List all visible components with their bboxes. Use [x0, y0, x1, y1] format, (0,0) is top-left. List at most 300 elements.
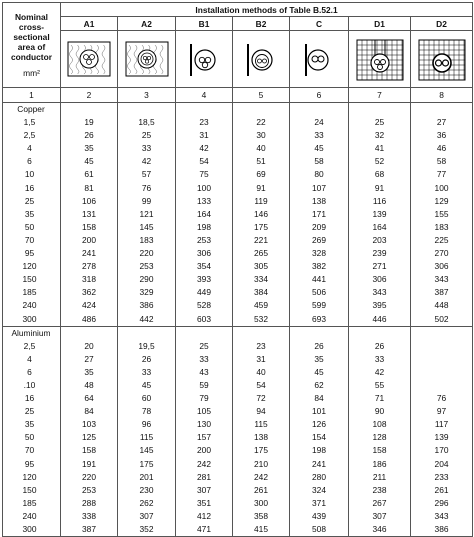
ampacity-value: 116 — [372, 195, 387, 206]
conductor-size: 25 — [24, 406, 35, 417]
ampacity-value: 253 — [139, 261, 154, 272]
ampacity-value: 25 — [141, 130, 152, 141]
duct-in-ground-icon — [349, 36, 410, 82]
ampacity-value: 164 — [372, 221, 387, 232]
ampacity-value: 23 — [199, 117, 209, 128]
label-spacer — [118, 327, 175, 340]
ampacity-value: 271 — [372, 261, 387, 272]
ampacity-value: 42 — [374, 366, 385, 377]
ampacity-value: 446 — [372, 313, 387, 324]
ampacity-value: 371 — [312, 497, 326, 508]
ampacity-value: 80 — [314, 169, 324, 180]
ampacity-value: 96 — [141, 419, 152, 430]
ampacity-value: 22 — [256, 117, 266, 128]
ampacity-value: 94 — [256, 406, 266, 417]
ampacity-value: 138 — [312, 195, 326, 206]
ampacity-value: 20 — [84, 340, 94, 351]
ampacity-value: 204 — [434, 458, 449, 469]
conductor-size: 35 — [24, 208, 35, 219]
label-spacer — [233, 103, 289, 116]
icon-cell-d1 — [349, 31, 411, 88]
ampacity-value: 32 — [374, 130, 385, 141]
label-spacer — [411, 103, 472, 116]
ampacity-value: 23 — [256, 340, 266, 351]
conductor-size: 2,5 — [23, 130, 36, 141]
ampacity-value: 133 — [197, 195, 211, 206]
ampacity-value: 115 — [139, 432, 154, 443]
ampacity-value: 175 — [254, 221, 268, 232]
ampacity-value: 54 — [256, 379, 266, 390]
conductor-size: 120 — [22, 471, 37, 482]
conductor-size: .10 — [23, 379, 36, 390]
conductor-size: 6 — [27, 366, 32, 377]
ampacity-value: 26 — [141, 353, 152, 364]
ampacity-value: 45 — [314, 143, 324, 154]
ampacity-value: 64 — [84, 393, 94, 404]
ampacity-value: 307 — [372, 510, 387, 521]
method-header-d2: D2 — [411, 17, 473, 31]
conductor-size: 16 — [24, 182, 35, 193]
ampacity-value: 115 — [254, 419, 268, 430]
size-header-line: cross- — [18, 22, 45, 32]
ampacity-value: 415 — [254, 524, 268, 534]
icon-cell-b2 — [233, 31, 290, 88]
ampacity-value: 269 — [312, 234, 326, 245]
ampacity-value: 59 — [199, 379, 209, 390]
ampacity-value: 51 — [256, 156, 266, 167]
conductor-size: 50 — [24, 221, 35, 232]
ampacity-value: 225 — [434, 234, 449, 245]
aluminium-column-b2 — [233, 326, 290, 537]
ampacity-value — [411, 379, 472, 392]
label-spacer — [176, 103, 232, 116]
ampacity-value: 459 — [254, 300, 268, 311]
copper-column-d1 — [349, 103, 411, 327]
ampacity-value: 307 — [197, 484, 211, 495]
ampacity-value: 26 — [374, 340, 385, 351]
ampacity-value: 55 — [374, 379, 385, 390]
ampacity-value: 318 — [82, 274, 96, 285]
ampacity-value: 131 — [82, 208, 96, 219]
aluminium-column-d2 — [411, 326, 473, 537]
ampacity-value: 211 — [372, 471, 387, 482]
ampacity-value: 183 — [434, 221, 449, 232]
copper-size-cell — [3, 103, 61, 327]
ampacity-value: 130 — [197, 419, 211, 430]
ampacity-value: 40 — [256, 366, 266, 377]
icon-cell-a2 — [118, 31, 176, 88]
ampacity-value: 281 — [197, 471, 211, 482]
ampacity-value: 270 — [434, 248, 449, 259]
conduit-in-insulated-wall-icon — [61, 36, 117, 82]
label-spacer — [118, 103, 175, 116]
unit-label: mm² — [23, 68, 40, 78]
ampacity-value: 278 — [82, 261, 96, 272]
conduit-on-wall-icon — [176, 36, 232, 82]
icon-cell-a1 — [61, 31, 118, 88]
conductor-size: 16 — [24, 393, 35, 404]
ampacity-value: 346 — [372, 524, 387, 534]
ampacity-value: 45 — [84, 156, 94, 167]
ampacity-value: 48 — [84, 379, 94, 390]
ampacity-value: 603 — [197, 313, 211, 324]
ampacity-value: 71 — [374, 393, 385, 404]
ampacity-value: 45 — [314, 366, 324, 377]
ampacity-value: 154 — [312, 432, 326, 443]
ampacity-value: 103 — [82, 419, 96, 430]
ampacity-value: 26 — [314, 340, 324, 351]
ampacity-value: 121 — [139, 208, 154, 219]
aluminium-column-a2 — [118, 326, 176, 537]
ampacity-value: 158 — [82, 221, 96, 232]
ampacity-value: 200 — [82, 234, 96, 245]
ampacity-value: 170 — [434, 445, 449, 456]
ampacity-value: 328 — [312, 248, 326, 259]
conductor-size: 6 — [27, 156, 32, 167]
ampacity-value: 334 — [254, 274, 268, 285]
ampacity-value: 351 — [197, 497, 211, 508]
ampacity-value: 198 — [197, 221, 211, 232]
ampacity-value: 412 — [197, 510, 211, 521]
ampacity-value: 58 — [436, 156, 447, 167]
conductor-size: 240 — [22, 510, 37, 521]
conductor-size: 300 — [22, 313, 37, 324]
ampacity-value: 343 — [372, 287, 387, 298]
ampacity-value: 220 — [139, 248, 154, 259]
label-spacer — [290, 103, 348, 116]
conductor-size: 35 — [24, 419, 35, 430]
conductor-size: 150 — [22, 484, 37, 495]
ampacity-value: 58 — [314, 156, 324, 167]
ampacity-value: 386 — [434, 524, 449, 534]
ampacity-value: 33 — [141, 143, 152, 154]
column-number: 6 — [290, 88, 349, 103]
icon-cell-d2 — [411, 31, 473, 88]
ampacity-value: 42 — [199, 143, 209, 154]
ampacity-value: 145 — [139, 445, 154, 456]
ampacity-value: 35 — [314, 353, 324, 364]
ampacity-value: 528 — [197, 300, 211, 311]
ampacity-value: 106 — [82, 195, 96, 206]
ampacity-value: 261 — [254, 484, 268, 495]
ampacity-value — [411, 366, 472, 379]
ampacity-value: 76 — [141, 182, 152, 193]
icon-cell-c — [290, 31, 349, 88]
ampacity-value: 486 — [82, 313, 96, 324]
ampacity-value: 60 — [141, 393, 152, 404]
ampacity-value: 186 — [372, 458, 387, 469]
ampacity-value: 125 — [82, 432, 96, 443]
conductor-size: 150 — [22, 274, 37, 285]
copper-label: Copper — [17, 104, 45, 114]
ampacity-value: 171 — [312, 208, 326, 219]
conductor-size: 185 — [22, 287, 37, 298]
ampacity-value: 18,5 — [138, 117, 155, 128]
ampacity-value: 54 — [199, 156, 209, 167]
conductor-size: 95 — [24, 458, 35, 469]
label-spacer — [176, 327, 232, 340]
ampacity-value: 203 — [372, 234, 387, 245]
ampacity-value: 26 — [84, 130, 94, 141]
copper-column-a2 — [118, 103, 176, 327]
method-header-b2: B2 — [233, 17, 290, 31]
ampacity-value — [411, 353, 472, 366]
ampacity-value: 307 — [139, 510, 154, 521]
ampacity-value: 40 — [256, 143, 266, 154]
ampacity-value: 352 — [139, 524, 154, 534]
ampacity-value: 91 — [256, 182, 266, 193]
ampacity-value: 306 — [197, 248, 211, 259]
ampacity-value: 354 — [197, 261, 211, 272]
ampacity-value: 253 — [197, 234, 211, 245]
ampacity-value: 210 — [254, 458, 268, 469]
copper-column-b2 — [233, 103, 290, 327]
ampacity-value: 230 — [139, 484, 154, 495]
ampacity-value: 145 — [139, 221, 154, 232]
conductor-size: 10 — [24, 169, 35, 180]
ampacity-value: 57 — [141, 169, 152, 180]
ampacity-value: 382 — [312, 261, 326, 272]
ampacity-value: 300 — [254, 497, 268, 508]
conductor-size: 50 — [24, 432, 35, 443]
ampacity-value: 261 — [434, 484, 449, 495]
ampacity-value: 200 — [197, 445, 211, 456]
ampacity-value: 241 — [312, 458, 326, 469]
conductor-size: 70 — [24, 445, 35, 456]
label-spacer — [61, 327, 117, 340]
conductor-size: 4 — [27, 353, 32, 364]
ampacity-value: 107 — [312, 182, 326, 193]
column-number: 3 — [118, 88, 176, 103]
ampacity-value: 502 — [434, 313, 449, 324]
ampacity-value: 158 — [82, 445, 96, 456]
ampacity-value: 288 — [82, 497, 96, 508]
ampacity-value: 100 — [197, 182, 211, 193]
ampacity-value: 157 — [197, 432, 211, 443]
ampacity-value: 324 — [312, 484, 326, 495]
ampacity-value: 42 — [141, 156, 152, 167]
ampacity-value: 138 — [254, 432, 268, 443]
method-header-d1: D1 — [349, 17, 411, 31]
ampacity-value: 75 — [199, 169, 209, 180]
ampacity-value: 105 — [197, 406, 211, 417]
label-spacer — [349, 103, 410, 116]
column-number: 4 — [176, 88, 233, 103]
ampacity-value: 239 — [372, 248, 387, 259]
ampacity-value: 693 — [312, 313, 326, 324]
ampacity-value: 305 — [254, 261, 268, 272]
aluminium-label: Aluminium — [11, 327, 51, 338]
ampacity-value: 91 — [374, 182, 385, 193]
method-header-c: C — [290, 17, 349, 31]
aluminium-size-cell — [3, 326, 61, 537]
ampacity-value: 471 — [197, 524, 211, 534]
ampacity-value: 84 — [84, 406, 94, 417]
ampacity-value: 101 — [312, 406, 326, 417]
ampacity-value: 84 — [314, 393, 324, 404]
ampacity-value: 36 — [436, 130, 447, 141]
size-header-line: Nominal — [14, 12, 49, 22]
ampacity-value: 61 — [84, 169, 94, 180]
ampacity-value: 387 — [434, 287, 449, 298]
column-number: 8 — [411, 88, 473, 103]
ampacity-value: 126 — [312, 419, 326, 430]
aluminium-column-d1 — [349, 326, 411, 537]
ampacity-value: 129 — [434, 195, 449, 206]
cable-clipped-to-wall-icon — [290, 36, 348, 82]
ampacity-value: 362 — [82, 287, 96, 298]
ampacity-value: 33 — [374, 353, 385, 364]
ampacity-value: 139 — [372, 208, 387, 219]
label-spacer — [349, 327, 410, 340]
ampacity-value: 43 — [199, 366, 209, 377]
installation-methods-title: Installation methods of Table B.52.1 — [61, 3, 473, 17]
ampacity-value: 441 — [312, 274, 326, 285]
ampacity-value: 175 — [254, 445, 268, 456]
ampacity-value: 238 — [372, 484, 387, 495]
ampacity-value: 280 — [312, 471, 326, 482]
label-spacer — [61, 103, 117, 116]
ampacity-value — [411, 340, 472, 353]
ampacity-value: 119 — [254, 195, 268, 206]
method-header-a2: A2 — [118, 17, 176, 31]
ampacity-value: 262 — [139, 497, 154, 508]
ampacity-value: 306 — [372, 274, 387, 285]
ampacity-value: 253 — [82, 484, 96, 495]
ampacity-value: 33 — [199, 353, 209, 364]
copper-column-b1 — [176, 103, 233, 327]
ampacity-value: 448 — [434, 300, 449, 311]
ampacity-value: 41 — [374, 143, 385, 154]
ampacity-value: 343 — [434, 510, 449, 521]
ampacity-value: 306 — [434, 261, 449, 272]
ampacity-value: 69 — [256, 169, 266, 180]
ampacity-value: 242 — [197, 458, 211, 469]
conductor-size: 70 — [24, 234, 35, 245]
conductor-size: 2,5 — [23, 340, 36, 351]
label-spacer — [233, 327, 289, 340]
ampacity-value: 506 — [312, 287, 326, 298]
ampacity-value: 387 — [82, 524, 96, 534]
column-number: 2 — [61, 88, 118, 103]
ampacity-value: 79 — [199, 393, 209, 404]
ampacity-value: 329 — [139, 287, 154, 298]
ampacity-value: 31 — [199, 130, 209, 141]
ampacity-value: 343 — [434, 274, 449, 285]
ampacity-value: 155 — [434, 208, 449, 219]
ampacity-value: 183 — [139, 234, 154, 245]
label-spacer — [290, 327, 348, 340]
ampacity-value: 33 — [314, 130, 324, 141]
ampacity-value: 45 — [141, 379, 152, 390]
ampacity-value: 424 — [82, 300, 96, 311]
copper-column-d2 — [411, 103, 473, 327]
ampacity-value: 442 — [139, 313, 154, 324]
ampacity-value: 201 — [139, 471, 154, 482]
ampacity-value: 97 — [436, 406, 447, 417]
ampacity-value: 90 — [374, 406, 385, 417]
aluminium-column-c — [290, 326, 349, 537]
conductor-size: 300 — [22, 524, 37, 534]
ampacity-value: 158 — [372, 445, 387, 456]
ampacity-value: 25 — [199, 340, 209, 351]
ampacity-value: 52 — [374, 156, 385, 167]
icon-cell-b1 — [176, 31, 233, 88]
copper-column-c — [290, 103, 349, 327]
size-header-line: conductor — [11, 52, 52, 62]
ampacity-value: 386 — [139, 300, 154, 311]
multicore-conduit-on-wall-icon — [233, 36, 289, 82]
conductor-size: 95 — [24, 248, 35, 259]
ampacity-value: 439 — [312, 510, 326, 521]
ampacity-value: 395 — [372, 300, 387, 311]
ampacity-value: 532 — [254, 313, 268, 324]
ampacity-value: 267 — [372, 497, 387, 508]
aluminium-column-b1 — [176, 326, 233, 537]
ampacity-value: 296 — [434, 497, 449, 508]
ampacity-value: 221 — [254, 234, 268, 245]
method-header-b1: B1 — [176, 17, 233, 31]
ampacity-value: 78 — [141, 406, 152, 417]
ampacity-value: 191 — [82, 458, 96, 469]
ampacity-value: 31 — [256, 353, 266, 364]
ampacity-value: 72 — [256, 393, 266, 404]
ampacity-value: 117 — [434, 419, 449, 430]
conductor-size: 1,5 — [23, 117, 36, 128]
ampacity-value: 290 — [139, 274, 154, 285]
ampacity-value: 81 — [84, 182, 94, 193]
ampacity-value: 233 — [434, 471, 449, 482]
ampacity-value: 68 — [374, 169, 385, 180]
conductor-size: 120 — [22, 261, 37, 272]
ampacity-value: 76 — [436, 393, 447, 404]
ampacity-value: 33 — [141, 366, 152, 377]
conductor-size: 240 — [22, 300, 37, 311]
ampacity-value: 164 — [197, 208, 211, 219]
ampacity-value: 198 — [312, 445, 326, 456]
current-carrying-capacity-table — [2, 2, 473, 537]
conductor-size: 4 — [27, 143, 32, 154]
ampacity-value: 338 — [82, 510, 96, 521]
ampacity-value: 46 — [436, 143, 447, 154]
aluminium-column-a1 — [61, 326, 118, 537]
ampacity-value: 108 — [372, 419, 387, 430]
method-header-a1: A1 — [61, 17, 118, 31]
column-number: 5 — [233, 88, 290, 103]
size-header-line: area of — [17, 42, 46, 52]
ampacity-value: 128 — [372, 432, 387, 443]
ampacity-value: 100 — [434, 182, 449, 193]
ampacity-value: 35 — [84, 143, 94, 154]
ampacity-value: 220 — [82, 471, 96, 482]
cable-direct-in-ground-icon — [411, 36, 472, 82]
conductor-size: 25 — [24, 195, 35, 206]
ampacity-value: 508 — [312, 524, 326, 534]
size-header-line: sectional — [13, 32, 50, 42]
ampacity-value: 35 — [84, 366, 94, 377]
ampacity-value: 175 — [139, 458, 154, 469]
ampacity-value: 19 — [84, 117, 94, 128]
ampacity-value: 30 — [256, 130, 266, 141]
ampacity-value: 242 — [254, 471, 268, 482]
size-column-header — [3, 3, 61, 88]
column-number: 7 — [349, 88, 411, 103]
label-spacer — [411, 327, 472, 340]
ampacity-value: 62 — [314, 379, 324, 390]
ampacity-value: 384 — [254, 287, 268, 298]
ampacity-value: 99 — [141, 195, 152, 206]
ampacity-value: 27 — [84, 353, 94, 364]
